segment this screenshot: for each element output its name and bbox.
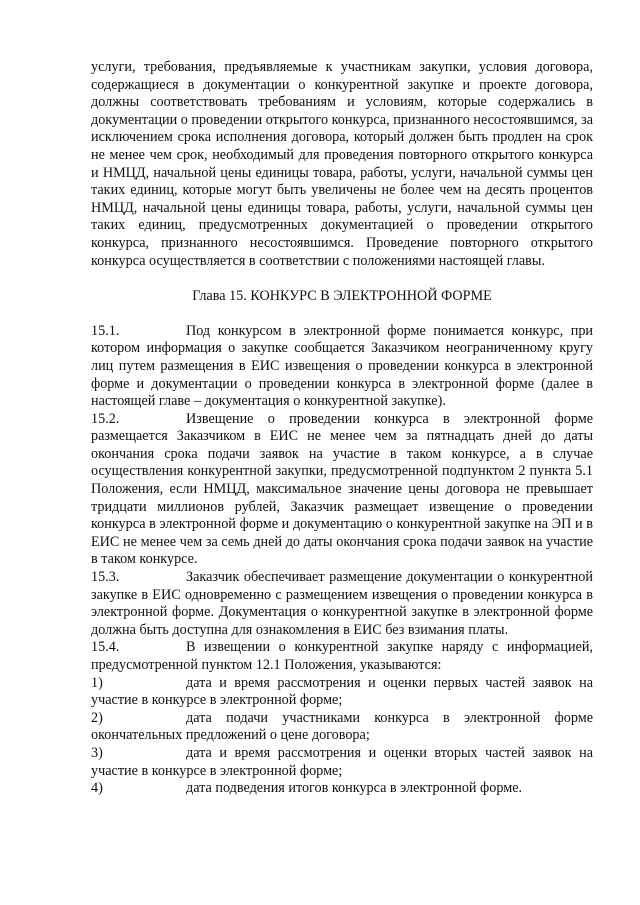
- clause-15-3: [91, 569, 593, 639]
- clause-15-1: [91, 323, 593, 411]
- clause-15-2: [91, 411, 593, 569]
- list-item-number: 3): [91, 744, 103, 761]
- clause-number: 15.4.: [91, 639, 120, 656]
- list-item-3: [91, 745, 593, 780]
- list-item-text: дата и время рассмотрения и оценки первых частей заявок на участие в конкурсе в электронной форме;: [91, 674, 593, 709]
- clause-text: В извещении о конкурентной закупке наряду с информацией, предусмотренной пунктом 12.1 Положения, указываются:: [91, 639, 593, 673]
- list-item-number: 2): [91, 709, 103, 726]
- list-item-number: 4): [91, 780, 103, 797]
- list-item-text: дата подведения итогов конкурса в электронной форме.: [186, 780, 523, 797]
- clause-text: Заказчик обеспечивает размещение документации о конкурентной закупке в ЕИС одновременно с размещением извещения о проведении конкурса в электронной форме. Документация о конкурентной закупке в электронной форме должна быть доступна для ознакомления в ЕИС без взимания платы.: [91, 569, 593, 638]
- clause-number: 15.2.: [91, 410, 120, 427]
- list-item-number: 1): [91, 674, 103, 691]
- list-item-text: дата и время рассмотрения и оценки вторых частей заявок на участие в конкурсе в электронной форме;: [91, 744, 593, 779]
- list-item-4: [91, 780, 593, 798]
- clause-15-4: [91, 639, 593, 674]
- list-item-2: [91, 710, 593, 745]
- list-item-text: дата подачи участниками конкурса в электронной форме окончательных предложений о цене договора;: [91, 709, 593, 744]
- clause-number: 15.1.: [91, 322, 120, 339]
- clause-text: Под конкурсом в электронной форме понимается конкурс, при котором информация о закупке сообщается Заказчиком неограниченному кругу лиц путем размещения в ЕИС извещения о проведении конкурса в электронной форме и документации о проведении конкурса в электронной форме (далее в настоящей главе – документация о конкурентной закупке).: [91, 322, 593, 410]
- intro-paragraph: услуги, требования, предъявляемые к участникам закупки, условия договора, содержащиеся в документации о конкурентной закупке и проекте договора, должны соответствовать требованиям и условиям, которые содержались в документации о проведении открытого конкурса, признанного несостоявшимся, за исключением срока исполнения договора, который должен быть продлен на срок не менее чем срок, необходимый для проведения повторного открытого конкурса и НМЦД, начальной цены единицы товара, работы, услуги, начальной суммы цен таких единиц, которые могут быть увеличены не более чем на десять процентов НМЦД, начальной цены единицы товара, работы, услуги, начальной суммы цен таких единиц, предусмотренных документацией о проведении открытого конкурса, признанного несостоявшимся. Проведение повторного открытого конкурса осуществляется в соответствии с положениями настоящей главы.: [91, 59, 594, 269]
- document-page: [91, 59, 593, 798]
- clause-number: 15.3.: [91, 569, 120, 586]
- clause-text: Извещение о проведении конкурса в электронной форме размещается Заказчиком в ЕИС не менее чем за пятнадцать дней до даты окончания срока подачи заявок на участие в таком конкурсе, а в случае осуществления конкурентной закупки, предусмотренной подпунктом 2 пункта 5.1 Положения, если НМЦД, максимальное значение цены договора не превышает тридцати миллионов рублей, Заказчик размещает извещение о проведении конкурса в электронной форме и документацию о конкурентной закупке на ЭП и в ЕИС не менее чем за семь дней до даты окончания срока подачи заявок на участие в таком конкурсе.: [91, 410, 593, 568]
- list-item-1: [91, 675, 593, 710]
- chapter-title: Глава 15. КОНКУРС В ЭЛЕКТРОННОЙ ФОРМЕ: [192, 288, 492, 305]
